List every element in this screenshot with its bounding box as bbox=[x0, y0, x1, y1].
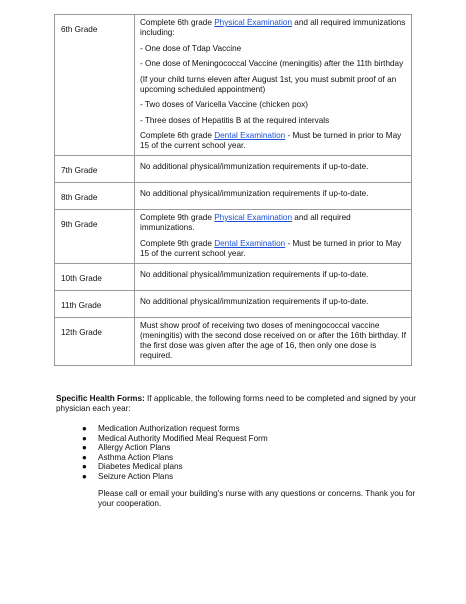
requirement-text-segment: - One dose of Tdap Vaccine bbox=[140, 43, 242, 53]
table-row bbox=[55, 183, 412, 210]
requirements-table-body bbox=[55, 15, 412, 366]
grade-cell: 6th Grade bbox=[55, 15, 135, 156]
requirement-cell bbox=[135, 15, 412, 156]
requirement-cell bbox=[135, 156, 412, 183]
bullet-icon: ● bbox=[82, 462, 87, 472]
requirement-cell bbox=[135, 210, 412, 264]
requirement-text-segment: No additional physical/immunization requirements if up-to-date. bbox=[140, 296, 369, 306]
list-item bbox=[82, 443, 416, 453]
health-forms-intro-text: If applicable, the following forms need to be completed and signed by your physician each year: bbox=[56, 394, 416, 413]
requirement-text bbox=[140, 100, 407, 110]
requirement-text-segment: (If your child turns eleven after August 1st, you must submit proof of an upcoming scheduled appointment) bbox=[140, 74, 397, 94]
requirement-text bbox=[140, 321, 407, 361]
requirement-text bbox=[140, 59, 407, 69]
form-name: Seizure Action Plans bbox=[98, 471, 174, 481]
requirement-text-segment: No additional physical/immunization requirements if up-to-date. bbox=[140, 189, 369, 198]
bullet-icon: ● bbox=[82, 471, 87, 481]
list-item bbox=[82, 453, 416, 463]
requirement-text-segment: - One dose of Meningococcal Vaccine (meningitis) after the 11th birthday bbox=[140, 59, 404, 68]
requirement-text bbox=[140, 18, 407, 38]
table-row bbox=[55, 15, 412, 156]
bullet-icon: ● bbox=[82, 452, 87, 462]
grade-cell: 7th Grade bbox=[55, 156, 135, 183]
table-row bbox=[55, 290, 412, 317]
table-row bbox=[55, 210, 412, 264]
list-item bbox=[82, 424, 416, 434]
health-forms-heading: Specific Health Forms: bbox=[56, 394, 145, 403]
requirement-text bbox=[140, 75, 407, 95]
requirement-text-segment: - Two doses of Varicella Vaccine (chicken pox) bbox=[140, 100, 308, 109]
health-forms-list bbox=[56, 424, 416, 482]
form-name: Diabetes Medical plans bbox=[98, 462, 183, 472]
requirement-cell bbox=[135, 317, 412, 365]
requirement-text-segment: and all required immunizations including: bbox=[140, 18, 406, 37]
form-name: Allergy Action Plans bbox=[98, 443, 171, 453]
requirement-text-segment: No additional physical/immunization requirements if up-to-date. bbox=[140, 162, 369, 171]
bullet-icon: ● bbox=[82, 443, 87, 453]
requirement-text-segment: No additional physical/immunization requirements if up-to-date. bbox=[140, 269, 369, 279]
requirement-text-segment: - Must be turned in prior to May 15 of the current school year. bbox=[140, 238, 402, 258]
list-item bbox=[82, 462, 416, 472]
list-item bbox=[82, 472, 416, 482]
requirement-text bbox=[140, 44, 407, 54]
table-row bbox=[55, 263, 412, 290]
requirement-text bbox=[140, 131, 407, 151]
requirement-text-segment: Complete 9th grade bbox=[140, 213, 215, 222]
requirement-text bbox=[140, 116, 407, 126]
requirement-text-segment: - Must be turned in prior to May 15 of the current school year. bbox=[140, 131, 402, 150]
health-forms-section bbox=[56, 394, 416, 509]
table-row bbox=[55, 317, 412, 365]
requirement-text bbox=[140, 270, 407, 280]
form-name: Medical Authority Modified Meal Request Form bbox=[98, 433, 268, 443]
form-name: Asthma Action Plans bbox=[98, 452, 174, 462]
form-name: Medication Authorization request forms bbox=[98, 424, 240, 433]
dental-examination-link[interactable]: Dental Examination bbox=[214, 238, 286, 248]
requirement-text bbox=[140, 189, 407, 199]
requirement-cell bbox=[135, 183, 412, 210]
requirement-text-segment: Complete 9th grade bbox=[140, 238, 215, 248]
requirement-text bbox=[140, 297, 407, 307]
grade-cell: 10th Grade bbox=[55, 263, 135, 290]
physical-examination-link[interactable]: Physical Examination bbox=[214, 18, 293, 27]
bullet-icon: ● bbox=[82, 424, 87, 433]
requirement-cell bbox=[135, 290, 412, 317]
requirement-text bbox=[140, 162, 407, 172]
requirement-text-segment: - Three doses of Hepatitis B at the required intervals bbox=[140, 115, 330, 125]
requirement-cell bbox=[135, 263, 412, 290]
closing-note: Please call or email your building's nurse with any questions or concerns. Thank you for your cooperation. bbox=[98, 488, 416, 508]
requirement-text-segment: Complete 6th grade bbox=[140, 18, 215, 27]
dental-examination-link[interactable]: Dental Examination bbox=[214, 131, 286, 140]
bullet-icon: ● bbox=[82, 433, 87, 443]
health-forms-intro bbox=[56, 394, 416, 414]
grade-requirements-table bbox=[54, 14, 412, 366]
requirement-text-segment: Must show proof of receiving two doses of meningococcal vaccine (meningitis) with the second dose received on or after the 16th birthday. If the first dose was given after the age of 16, then only one dose is required. bbox=[140, 320, 407, 360]
requirement-text-segment: and all required immunizations. bbox=[140, 213, 351, 232]
grade-cell: 8th Grade bbox=[55, 183, 135, 210]
requirement-text bbox=[140, 239, 407, 259]
grade-cell: 12th Grade bbox=[55, 317, 135, 365]
grade-cell: 11th Grade bbox=[55, 290, 135, 317]
requirement-text-segment: Complete 6th grade bbox=[140, 131, 215, 140]
list-item bbox=[82, 434, 416, 444]
physical-examination-link[interactable]: Physical Examination bbox=[214, 213, 293, 222]
requirement-text bbox=[140, 213, 407, 233]
grade-cell: 9th Grade bbox=[55, 210, 135, 264]
table-row bbox=[55, 156, 412, 183]
